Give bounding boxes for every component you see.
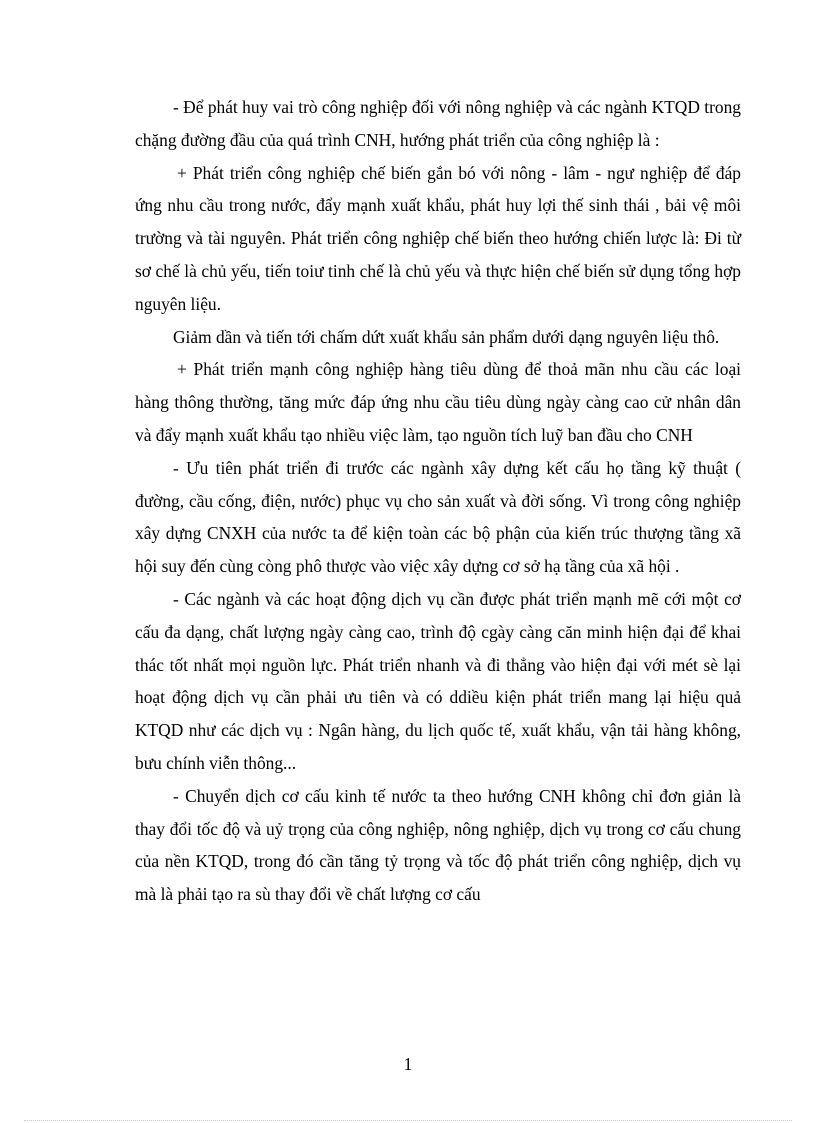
page-number: 1 [403, 1054, 413, 1074]
paragraph-reduce-raw-exports: Giảm dần và tiến tới chấm dứt xuất khẩu sản phẩm dưới dạng nguyên liệu thô. [173, 326, 720, 347]
paragraph-services: - Các ngành và các hoạt động dịch vụ cần được phát triển mạnh mẽ cới một cơ cấu đa dạng, chất lượng ngày càng cao, trình độ cgày càng căn minh hiện đại để khai thác tốt nhất mọi nguồn lực. Phát triển nhanh và đi thẳng vào hiện đại với mét sè lại hoạt động dịch vụ cần phải ưu tiên và có ddiều kiện phát triển mang lại hiệu quả KTQD như các dịch vụ : Ngân hàng, du lịch quốc tế, xuất khẩu, vận tải hàng không, bưu chính viễn thông... [135, 588, 741, 773]
paragraph-economic-restructuring: - Chuyển dịch cơ cấu kinh tế nước ta theo hướng CNH không chỉ đơn giản là thay đổi tốc độ và uỷ trọng của công nghiệp, nông nghiệp, dịch vụ trong cơ cấu chung của nền KTQD, trong đó cần tăng tỷ trọng và tốc độ phát triển công nghiệp, dịch vụ mà là phải tạo ra sù thay đổi về chất lượng cơ cấu [135, 785, 741, 905]
paragraph-consumer-goods: + Phát triển mạnh công nghiệp hàng tiêu dùng để thoả mãn nhu cầu các loại hàng thông thường, tăng mức đáp ứng nhu cầu tiêu dùng ngày càng cao cử nhân dân và đẩy mạnh xuất khẩu tạo nhiều việc làm, tạo nguồn tích luỹ ban đầu cho CNH [135, 359, 741, 445]
paragraph-industry-role: - Để phát huy vai trò công nghiệp đối với nông nghiệp và các ngành KTQD trong chặng đường đầu của quá trình CNH, hướng phát triển của công nghiệp là : [135, 97, 741, 150]
paragraph-processing-industry: + Phát triển công nghiệp chế biến gắn bó với nông - lâm - ngư nghiệp để đáp ứng nhu cầu trong nước, đẩy mạnh xuất khẩu, phát huy lợi thế sinh thái , bải vệ môi trường và tài nguyên. Phát triển công nghiệp chế biến theo hướng chiến lược là: Đi từ sơ chế là chủ yếu, tiến toiư tinh chế là chủ yếu và thực hiện chế biến sử dụng tổng hợp nguyên liệu. [135, 162, 741, 314]
page-bottom-divider [24, 1120, 792, 1121]
document-body [135, 91, 741, 911]
paragraph-infrastructure: - Ưu tiên phát triển đi trước các ngành xây dựng kết cấu họ tầng kỹ thuật ( đường, cầu cống, điện, nước) phục vụ cho sản xuất và đời sống. Vì trong công nghiệp xây dựng CNXH của nước ta để kiện toàn các bộ phận của kiến trúc thượng tầng xã hội suy đến cùng còng phô thược vào việc xây dựng cơ sở hạ tầng của xã hội . [135, 457, 741, 577]
